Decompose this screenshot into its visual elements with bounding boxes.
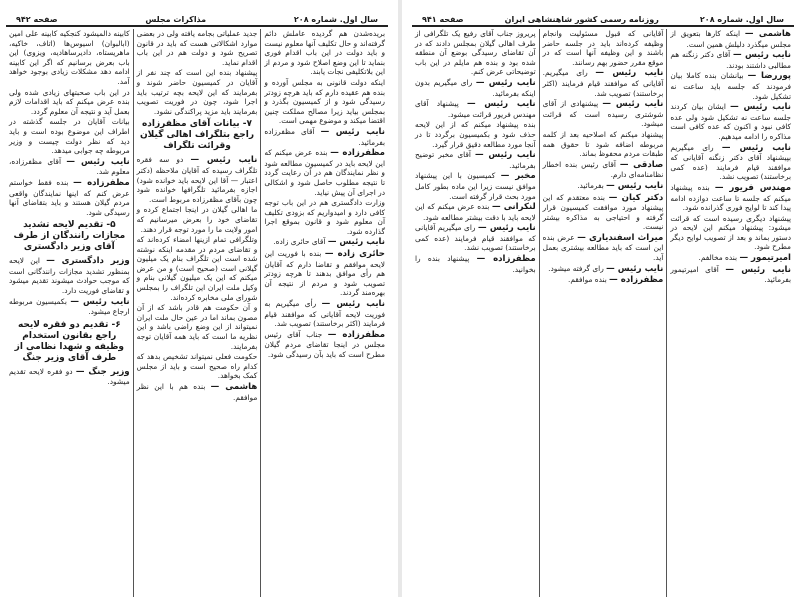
paragraph (9, 29, 130, 87)
speaker-name: نایب رئیس — (606, 180, 664, 191)
paragraph-text: آقای مظفرزاده، معلوم شد. (9, 156, 130, 177)
paragraph (9, 88, 130, 117)
speaker-name: نایب رئیس — (732, 50, 792, 61)
page-title: روزنامه رسمی کشور شاهنشاهی ایران (504, 15, 659, 24)
section-heading: ۶- تقدیم دو فقره لایحه راجع بقانون استخدام وظیفه و شهدا نظامی از طرف آقای وزیر جنگ (14, 319, 125, 363)
speech-paragraph (543, 264, 664, 275)
paragraph-text: رأی میگیریم به فوریت لایحه آقایانی که موافقند قیام فرمایند (اکثر برخاستند) تصویب شد. (264, 299, 386, 329)
paragraph-text: بنده فقط خواستم عرض کنم که اینها نمایندگان واقعی مردم گیلان هستند و باید بتقاضای آنها رسیدگی شود. (9, 177, 130, 217)
speech-paragraph (415, 99, 536, 119)
paragraph-text: رای گرفته میشود. (548, 263, 604, 273)
paragraph-text: حکومت فعلی نمیتواند تشخیص بدهد که کدام راه صحیح است و باید از مجلس کمک بخواهد. (136, 352, 258, 381)
issue-number: سال اول. شماره ۲۰۸ (699, 15, 785, 24)
columns (6, 29, 388, 597)
paragraph-text: پریروز جناب آقای رفیع یک تلگرافی از طرف اهالی گیلان بمجلس دادند که در آن تقاضای رسیدگی بوضع آن منطقه شده بود و بنده هم مایلم در این باب توضیحاتی عرض کنم. (415, 29, 536, 77)
paragraph-text: کابینه دالمیشود کنجکیه کابینه علی امین (ابالبوان) اسیوس‌ها (اتاف، خاکیه، ماهریستاه، دادیرساهادیه، ویزوی) این باب بعرض برسانیم که اگر این کابینه ادامه دهد مشکلات زیادی بوجود خواهد آمد. (9, 29, 130, 86)
paragraph-text: وزارت دادگستری هم در این باب توجه کافی دارد و امیدواریم که بزودی تکلیف آن معلوم شود و قانون بموقع اجرا گذارده شود. (264, 198, 386, 236)
paragraph-text: ایشان بیان کردند جلسه ساعت نه تشکیل شود ولی عده کافی نبود و اکنون که عده کافی است مذاکره را ادامه میدهیم. (670, 102, 792, 141)
speech-paragraph (9, 157, 130, 177)
text-column (667, 29, 794, 597)
paragraph-text: بنده موافقم. (568, 275, 607, 285)
speech-paragraph (264, 299, 385, 329)
text-column (412, 29, 540, 597)
paragraph (137, 352, 258, 381)
page-left (0, 0, 394, 597)
paragraph-text: و آن حکومت هم قادر باشد که از آن مصون بماند اما در عین حال ملت ایران نمیتواند از این وضع راضی باشد و این نظریه ما است که باید همه آقایان توجه بفرمایند. (136, 303, 258, 351)
paragraph-text: پیشنهاد بنده را بخوانید. (415, 254, 536, 274)
paragraph-text: در این باب صحبتهای زیادی شده ولی بنده عرض میکنم که باید اقدامات لازم بعمل آید و نتیجه آن معلوم گردد. (9, 87, 130, 116)
page-header (412, 8, 794, 27)
paragraph-text: عرض بنده این است که باید مطالعه بیشتری بعمل آید. (542, 232, 664, 263)
speaker-name: وزیر دادگستری — (46, 256, 130, 267)
page-header (6, 8, 388, 27)
paragraph-text: رای میگیریم بدون اینکه بفرمائید. (415, 77, 536, 98)
speech-paragraph (9, 297, 130, 317)
paragraph (137, 303, 258, 351)
paragraph-text: رای میگیریم بپیشنهاد آقای دکتر زنگنه آقایانی که موافقند قیام فرمایند (عده کمی برخاستند) تصویب نشد. (670, 142, 792, 182)
paragraph-text: دو فقره لایحه تقدیم میشود. (9, 366, 130, 387)
speaker-name: نایب رئیس — (320, 126, 386, 137)
paragraph-text: بنده عرض میکنم که این لایحه باید با دقت بیشتر مطالعه شود. (415, 202, 536, 222)
speaker-name: نایب رئیس — (725, 264, 792, 275)
paragraph-text: بنده پیشنهاد میکنم که از این لایحه حذف شود و بکمیسیون برگردد تا در آنجا مورد مطالعه دقیق قرار گیرد. (415, 120, 536, 149)
paragraph-text: آقای مظفرزاده بفرمائید. (264, 126, 386, 147)
paragraph-text: بنده معتقدم که این پیشنهاد مورد موافقت کمیسیون قرار گرفته و احتیاجی به مذاکره بیشتر نیست. (542, 192, 664, 232)
speech-paragraph (670, 29, 791, 49)
speech-paragraph (543, 275, 664, 286)
speech-paragraph (670, 102, 791, 141)
paragraph-text: آقایانی که قبول مسئولیت وانجام وظیفه کرده‌اند باید در جلسه حاضر باشند و این وظیفه آنها است که در موقع مقرر حضور بهم رسانند. (542, 29, 664, 67)
speaker-name: مخبر — (500, 171, 536, 182)
paragraph-text: پیشنهاد آقای مهندس فریور قرائت میشود. (415, 99, 536, 119)
speech-paragraph (670, 253, 791, 264)
speech-paragraph (670, 265, 791, 285)
page-number: صفحه ۹۴۱ (422, 15, 464, 24)
speaker-name: مظفرزاده — (327, 329, 386, 340)
speaker-name: لنکرانی — (491, 202, 536, 213)
speaker-name: نایب رئیس — (466, 99, 536, 110)
speech-paragraph (543, 99, 664, 129)
speaker-name: نایب رئیس — (475, 77, 536, 88)
speech-paragraph (670, 50, 791, 70)
paragraph-text: این لایحه بمنظور تشدید مجازات رانندگانی است که موجب حوادث میشوند تقدیم میشود و تقاضای فوریت دارد. (9, 256, 130, 296)
speaker-name: نایب رئیس — (478, 223, 536, 234)
speech-paragraph (543, 181, 664, 192)
page-number: صفحه ۹۴۲ (16, 15, 58, 24)
speaker-name: نایب رئیس — (595, 68, 664, 79)
speaker-name: نایب رئیس — (602, 99, 664, 110)
paragraph-text: بنده با فوریت این لایحه موافقم و تقاضا دارم که آقایان هم رأی موافق بدهند تا هرچه زودتر تصویب شود و مردم از نتیجه آن بهره‌مند گردند. (264, 249, 386, 298)
paragraph-text: جدید عملیاتی بجامه یافته ولی در بعضی موارد اشکالاتی هست که باید در قانون تصریح شود و دولت هم در این باب اقدام نماید. (136, 29, 258, 67)
text-column (261, 29, 388, 597)
paragraph (137, 235, 258, 302)
paragraph-text: بنده عرض میکنم که این لایحه باید در کمیسیون مطالعه شود و نظر نمایندگان هم در آن رعایت گردد تا نتیجه مطلوب حاصل شود و اشکالی در اجرای آن پیش نیاید. (264, 148, 386, 197)
speech-paragraph (137, 382, 258, 402)
paragraph-text: رای میگیریم. آقایانی که موافقند قیام فرمایند (اکثر برخاستند) تصویب شد. (542, 68, 664, 98)
speaker-name: نایب رئیس — (606, 263, 664, 274)
paragraph-text: آقای حائری زاده. (273, 237, 326, 247)
speaker-name: نایب رئیس — (721, 142, 792, 153)
paragraph-text: پیشنهاد بنده این است که چند نفر از آقایان در کمیسیون حاضر شوند و بفرمایند که این لایحه بچه ترتیب باید اجرا شود، چون در فوریت تصویب بفرمایند باید مزید پراکندگی نشود. (136, 68, 258, 116)
paragraph-text: آقای امیرتیمور بفرمائید. (670, 264, 792, 285)
paragraph (415, 29, 536, 77)
speech-paragraph (9, 256, 130, 295)
speaker-name: مظفرزاده — (476, 254, 536, 265)
speech-paragraph (670, 183, 791, 213)
speaker-name: نایب رئیس — (730, 102, 792, 113)
columns (412, 29, 794, 597)
speech-paragraph (264, 237, 385, 248)
paragraph-text: آقای دکتر زنگنه هم مطالبی داشتند بودند. (670, 50, 792, 70)
speech-paragraph (415, 202, 536, 222)
paragraph-text: بنده هم با این نظر موافقم. (136, 382, 258, 402)
text-column (134, 29, 262, 597)
speech-paragraph (415, 254, 536, 274)
speech-paragraph (137, 155, 258, 204)
paragraph (543, 29, 664, 67)
paragraph-text: بنده پیشنهاد میکنم که جلسه تا ساعت دوازده ادامه پیدا کند تا لوایح فوری گذرانده شود. (670, 182, 792, 213)
paragraph-text: بیانشان بنده کاملا بیان فرمودند که جلسه باید ساعت نه تشکیل شود. (670, 71, 792, 101)
paragraph (137, 205, 258, 234)
speaker-name: هاشمی — (744, 29, 792, 39)
paragraph (415, 120, 536, 149)
speech-paragraph (415, 171, 536, 201)
paragraph (264, 29, 385, 77)
paragraph-text: جناب آقای رئیس مجلس در اینجا تقاضای مردم گیلان مطرح است که باید بآن رسیدگی شود. (264, 329, 386, 359)
paragraph-text: بیانات آقایان در جلسه گذشته در اطراف این موضوع بوده است و باید دید که نظر دولت چیست و وزیر مربوطه چه جوابی میدهد. (9, 117, 130, 156)
speech-paragraph (415, 150, 536, 170)
speaker-name: دکتر کیان — (608, 192, 664, 203)
speaker-name: مظفرزاده — (73, 177, 130, 188)
speaker-name: امیرتیمور — (739, 253, 792, 264)
paragraph (137, 68, 258, 116)
speech-paragraph (543, 68, 664, 98)
speech-paragraph (9, 178, 130, 217)
paragraph (9, 117, 130, 155)
paragraph-text: رای میگیریم آقایانی که موافقند قیام فرمایند (عده کمی برخاستند) تصویب نشد. (415, 223, 536, 253)
paragraph-text: ما اهالی گیلان در اینجا اجتماع کرده و تقاضای خود را بعرض میرسانیم که امور ولایت ما را مورد توجه قرار دهند. (136, 205, 258, 234)
speaker-name: مظفرزاده — (330, 148, 386, 159)
speaker-name: نایب رئیس — (475, 150, 536, 161)
speech-paragraph (264, 148, 385, 197)
paragraph-text: دو سه فقره تلگراف رسیده که آقایان ملاحظه (دکتر اعتبار — آقا این لایحه باید خوانده شود) اجازه بفرمائید تلگرافها خوانده شود چون بآقای مظفرزاده مربوط است. (136, 155, 258, 204)
text-column (6, 29, 134, 597)
speech-paragraph (670, 143, 791, 182)
section-heading: ۷- بیانات آقای مظفرزاده راجع بتلگراف اهالی گیلان وقرائت تلگراف (140, 119, 255, 152)
speaker-name: صادقی — (619, 159, 664, 170)
speaker-name: نایب رئیس — (66, 156, 130, 167)
speaker-name: نایب رئیس — (327, 237, 386, 248)
paragraph-text: پیشنهاد دیگری رسیده است که قرائت میشود: پیشنهاد میکنم این لایحه در دستور بماند و بعد از تصویب لوایح دیگر مطرح شود. (670, 213, 792, 252)
paragraph-text: بریده‌شدن هم گردیده عاملش دائم گرفته‌اند و حال تکلیف آنها معلوم نیست و باید دولت در این باب اقدام فوری بنماید تا این وضع اصلاح شود و مردم از این بلاتکلیفی نجات یابند. (264, 29, 386, 77)
speaker-name: نایب رئیس — (190, 155, 258, 166)
speaker-name: حائری زاده — (324, 249, 386, 260)
section-heading: ۵- تقدیم لایحه تشدید مجازات رانندگان از طرف آقای وزیر دادگستری (13, 220, 126, 253)
speaker-name: مهندس فریور — (714, 182, 792, 193)
paragraph (137, 29, 258, 67)
paragraph-text: وتلگرافی تمام ازینها امضاء کرده‌اند که و تقاضای مردم در مقدمه اینکه نوشته شده است این تلگراف بنام یک میلیون گیلانی است (صحیح است) و من عرض میکنم که این یک میلیون گیلانی بنام و وکیل ملت ایران این تلگراف را بمجلس شورای ملی مخابره کرده‌اند. (136, 235, 258, 302)
speaker-name: پوررضا — (747, 71, 792, 82)
issue-number: سال اول. شماره ۲۰۸ (293, 15, 379, 24)
paragraph (264, 78, 385, 126)
page-fold (398, 0, 402, 597)
paragraph-text: کمیسیون با این پیشنهاد موافق نیست زیرا این ماده بطور کامل مورد بحث قرار گرفته است. (415, 171, 536, 201)
speech-paragraph (543, 193, 664, 232)
speech-paragraph (543, 160, 664, 180)
paragraph-text: بکمیسیون مربوطه ارجاع میشود. (9, 296, 130, 317)
paragraph-text: آقای رئیس بنده اخطار نظامنامه‌ای دارم. (542, 159, 664, 180)
speech-paragraph (9, 367, 130, 387)
paragraph (543, 130, 664, 159)
paragraph (264, 198, 385, 236)
text-column (540, 29, 668, 597)
speaker-name: وزیر جنگ — (75, 366, 130, 377)
speaker-name: نایب رئیس — (70, 296, 130, 307)
speech-paragraph (264, 330, 385, 360)
speaker-name: نایب رئیس — (321, 299, 386, 310)
speech-paragraph (670, 71, 791, 101)
speech-paragraph (543, 233, 664, 263)
paragraph-text: بفرمائید. (577, 180, 604, 190)
speech-paragraph (415, 78, 536, 98)
paragraph-text: اینکه دولت قانونی به مجلس آورده و بنده هم عقیده دارم که باید هرچه زودتر رسیدگی شود و از کمیسیون بگذرد و بمجلس بیاید زیرا مصالح مملکت چنین اقتضا میکند و موضوع مهمی است. (264, 77, 386, 126)
paragraph-text: پیشنهاد میکنم که اصلاحیه بعد از کلمه مربوطه اضافه شود تا حقوق همه طبقات مردم محفوظ بماند. (542, 129, 664, 159)
speaker-name: هاشمی — (210, 382, 258, 392)
paragraph-text: آقای مخبر توضیح بفرمائید. (415, 150, 536, 170)
paragraph-text: پیشنهادی از آقای شوشتری رسیده است که قرائت میشود. (542, 99, 664, 129)
speaker-name: مظفرزاده — (609, 275, 664, 286)
speech-paragraph (264, 249, 385, 298)
paragraph (670, 214, 791, 252)
speaker-name: میراث اسفندیاری — (577, 232, 664, 243)
paragraph-text: اینکه کارها بتعویق از مجلس میگذرد دلیلش همین است. (670, 29, 792, 49)
speech-paragraph (415, 223, 536, 253)
paragraph-text: بنده مخالفم. (698, 253, 738, 263)
page-title: مذاکرات مجلس (145, 15, 207, 24)
speech-paragraph (264, 127, 385, 147)
page-right (406, 0, 800, 597)
